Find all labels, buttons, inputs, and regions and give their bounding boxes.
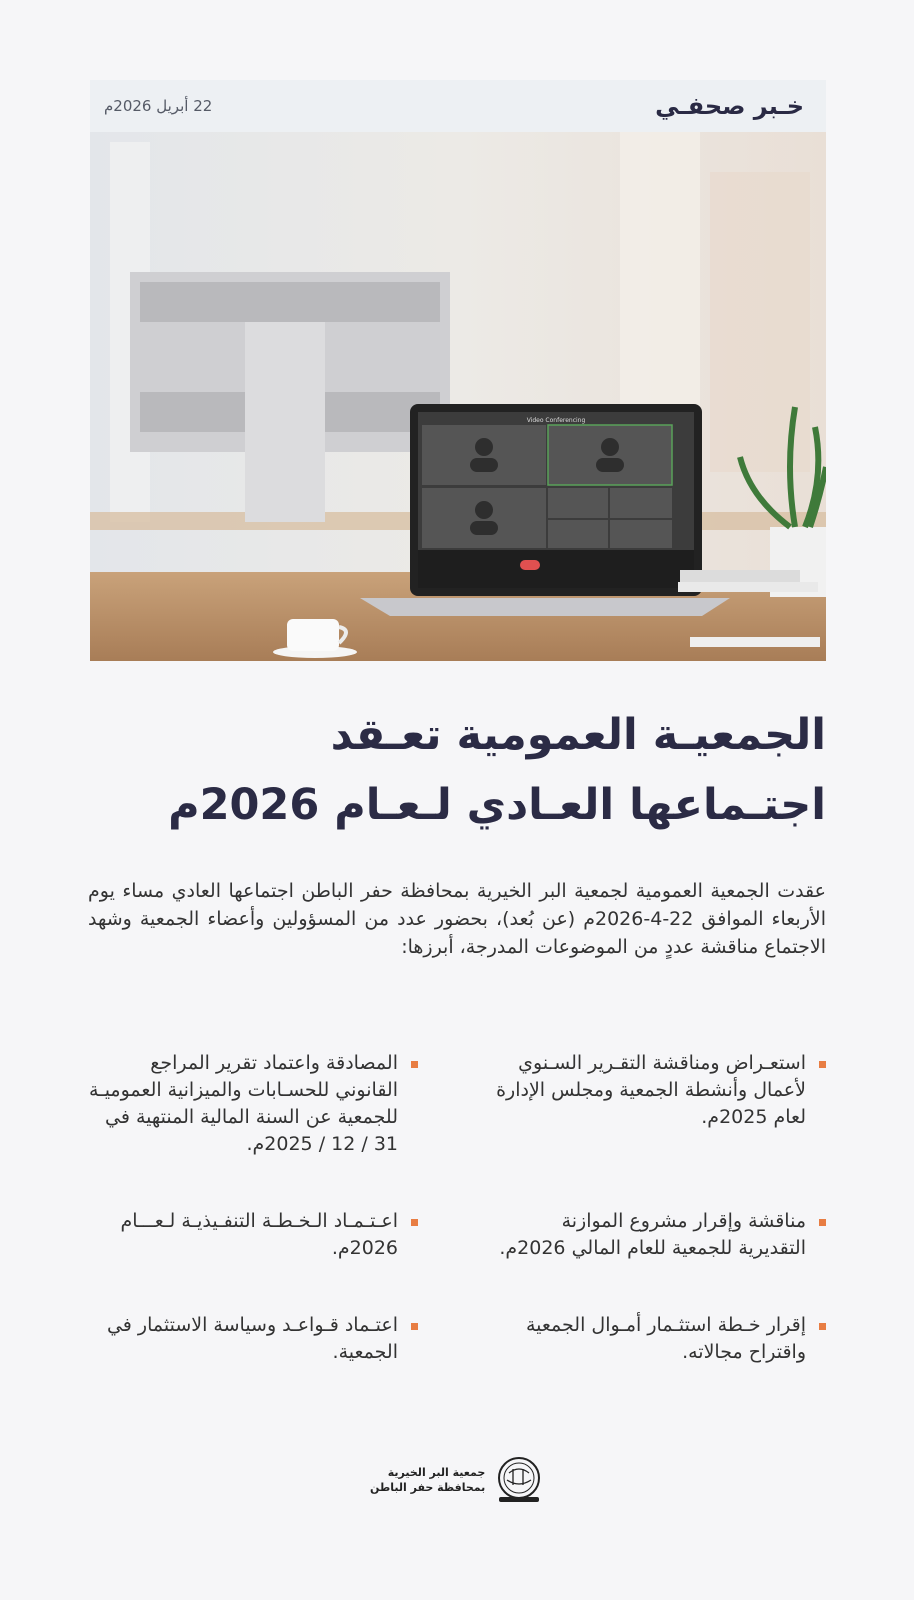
bullet-icon <box>819 1219 826 1226</box>
news-image-card <box>90 80 826 661</box>
video-title: Video Conferencing <box>526 417 586 424</box>
bullet-icon <box>819 1323 826 1330</box>
list-item: مناقشة وإقرار مشروع الموازنة التقديرية للجمعية للعام المالي 2026م. <box>496 1208 826 1262</box>
card-header <box>90 80 826 132</box>
list-item: المصادقة واعتماد تقرير المراجع القانوني للحسـابات والميزانية العموميـة للجمعية عن السنة المالية المنتهية في 31 / 12 / 2025م. <box>88 1050 418 1158</box>
publish-date: 22 أبريل 2026م <box>104 97 213 115</box>
bullet-icon <box>411 1323 418 1330</box>
laptop-video-conference-image <box>90 132 826 661</box>
bullet-icon <box>411 1219 418 1226</box>
org-name-line-1: جمعية البر الخيرية <box>387 1466 486 1479</box>
footer-logo <box>370 1455 550 1505</box>
intro-paragraph: عقدت الجمعية العمومية لجمعية البر الخيرية بمحافظة حفر الباطن اجتماعها العادي مساء يوم الأربعاء الموافق 22-4-2026م (عن بُعد)، بحضور عدد من المسؤولين وأعضاء الجمعية وشهد الاجتماع مناقشة عددٍ من الموضوعات المدرجة، أبرزها: <box>88 880 826 958</box>
headline <box>86 700 826 840</box>
list-item: اعـتـمـاد الـخـطـة التنفـيذيـة لـعـــام 2026م. <box>88 1208 418 1262</box>
headline-line-2: اجتـماعها العـادي لـعـام 2026م <box>168 780 826 830</box>
calligraphy-seal-logo <box>493 1455 545 1505</box>
list-item: اعتـماد قـواعـد وسياسة الاستثمار في الجمعية. <box>88 1312 418 1366</box>
press-release-label: خـبر صحفـي <box>655 92 804 120</box>
list-item: استعـراض ومناقشة التقـرير السـنوي لأعمال وأنشطة الجمعية ومجلس الإدارة لعام 2025م. <box>496 1050 826 1131</box>
list-item: إقرار خـطة استثـمار أمـوال الجمعية واقتراح مجالاته. <box>496 1312 826 1366</box>
bullet-icon <box>819 1061 826 1068</box>
headline-line-1: الجمعيـة العمومية تعـقد <box>330 710 826 760</box>
org-name <box>370 1465 485 1495</box>
bullet-icon <box>411 1061 418 1068</box>
org-name-line-2: بمحافظة حفر الباطن <box>370 1481 486 1494</box>
agenda-list <box>88 1050 826 1370</box>
